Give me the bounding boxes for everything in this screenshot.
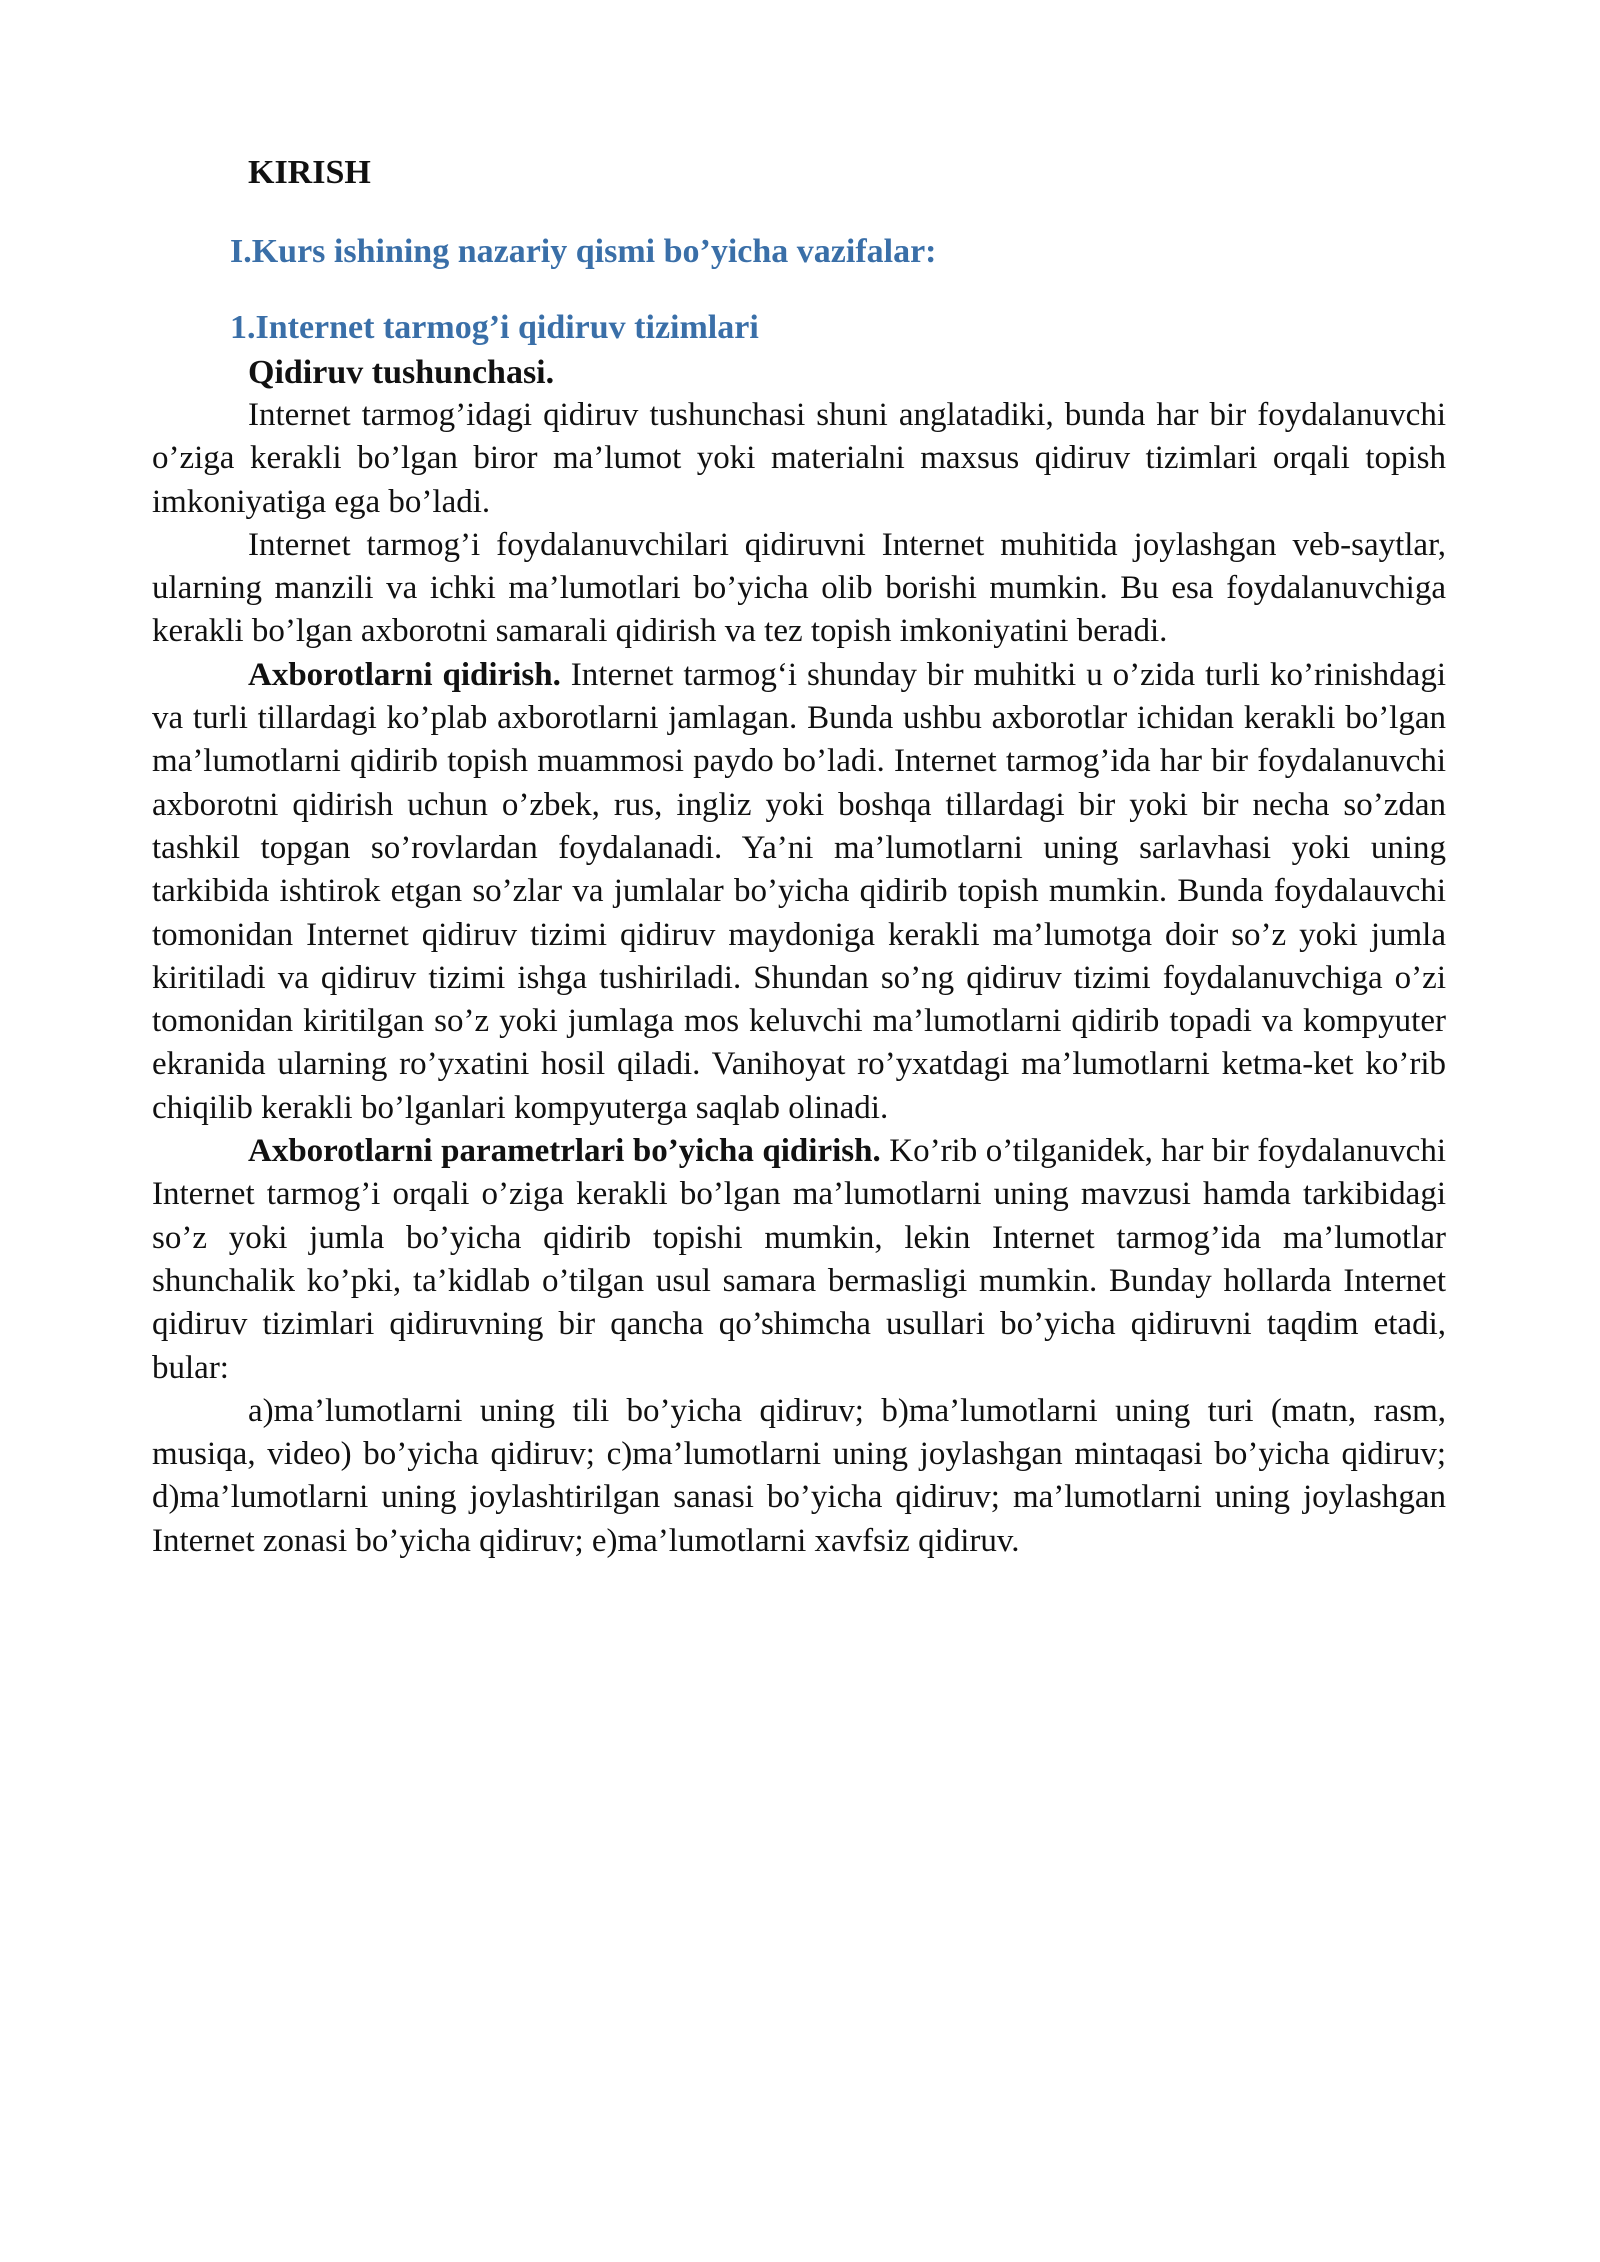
section-heading: I.Kurs ishining nazariy qismi bo’yicha vazifalar: xyxy=(230,233,937,270)
paragraph-lead: Axborotlarni parametrlari bo’yicha qidirish. xyxy=(248,1133,881,1170)
paragraph-parameter-search xyxy=(152,1130,1446,1390)
paragraph-text: Internet tarmog‘i shunday bir muhitki u o’zida turli ko’rinishdagi va turli tillardagi ko’plab axborotlarni jamlagan. Bunda ushbu axborotlar ichidan kerakli bo’lgan ma’lumotlarni qidirib topish muammosi paydo bo’ladi. Internet tarmog’ida har bir foydalanuvchi axborotni qidirish uchun o’zbek, rus, ingliz yoki boshqa tillardagi bir yoki bir necha so’zdan tashkil topgan so’rovlardan foydalanadi. Ya’ni ma’lumotlarni uning sarlavhasi yoki uning tarkibida ishtirok etgan so’zlar va jumlalar bo’yicha qidirib topish mumkin. Bunda foydalauvchi tomonidan Internet qidiruv tizimi qidiruv maydoniga kerakli ma’lumotga doir so’z yoki jumla kiritiladi va qidiruv tizimi ishga tushiriladi. Shundan so’ng qidiruv tizimi foydalanuvchiga o’zi tomonidan kiritilgan so’z yoki jumlaga mos keluvchi ma’lumotlarni qidirib topadi va kompyuter ekranida ularning ro’yxatini hosil qiladi. Vanihoyat ro’yxatdagi ma’lumotlarni ketma-ket ko’rib chiqilib kerakli bo’lganlari kompyuterga saqlab olinadi. xyxy=(152,656,1447,1126)
paragraph-information-search xyxy=(152,654,1446,1130)
paragraph-text: Internet tarmog’i foydalanuvchilari qidiruvni Internet muhitida joylashgan veb-saytlar, ularning manzili va ichki ma’lumotlari bo’yicha olib borishi mumkin. Bu esa foydalanuvchiga kerakli bo’lgan axborotni samarali qidirish va tez topish imkoniyatini beradi. xyxy=(152,526,1446,650)
paragraph-search-concept xyxy=(152,394,1446,524)
paragraph-internet-users xyxy=(152,524,1446,654)
page-title: KIRISH xyxy=(248,154,371,191)
subsection-heading: 1.Internet tarmog’i qidiruv tizimlari xyxy=(230,309,759,346)
document-body xyxy=(152,150,1446,1563)
paragraph-text: Internet tarmog’idagi qidiruv tushunchasi shuni anglatadiki, bunda har bir foydalanuvchi o’ziga kerakli bo’lgan biror ma’lumot yoki materialni maxsus qidiruv tizimlari orqali topish imkoniyatiga ega bo’ladi. xyxy=(152,397,1446,520)
paragraph-search-options-list xyxy=(152,1390,1446,1563)
paragraph-lead: Axborotlarni qidirish. xyxy=(248,656,561,693)
topic-subheading: Qidiruv tushunchasi. xyxy=(248,354,555,391)
paragraph-text: Ko’rib o’tilganidek, har bir foydalanuvchi Internet tarmog’i orqali o’ziga kerakli bo’lgan ma’lumotlarni uning mavzusi hamda tarkibidagi so’z yoki jumla bo’yicha qidirib topishi mumkin, lekin Internet tarmog’ida ma’lumotlar shunchalik ko’pki, ta’kidlab o’tilgan usul samara bermasligi mumkin. Bunday hollarda Internet qidiruv tizimlari qidiruvning bir qancha qo’shimcha usullari bo’yicha qidiruvni taqdim etadi, bular: xyxy=(152,1133,1446,1386)
paragraph-text: a)ma’lumotlarni uning tili bo’yicha qidiruv; b)ma’lumotlarni uning turi (matn, rasm, musiqa, video) bo’yicha qidiruv; c)ma’lumotlarni uning joylashgan mintaqasi bo’yicha qidiruv; d)ma’lumotlarni uning joylashtirilgan sanasi bo’yicha qidiruv; ma’lumotlarni uning joylashgan Internet zonasi bo’yicha qidiruv; e)ma’lumotlarni xavfsiz qidiruv. xyxy=(152,1392,1446,1559)
